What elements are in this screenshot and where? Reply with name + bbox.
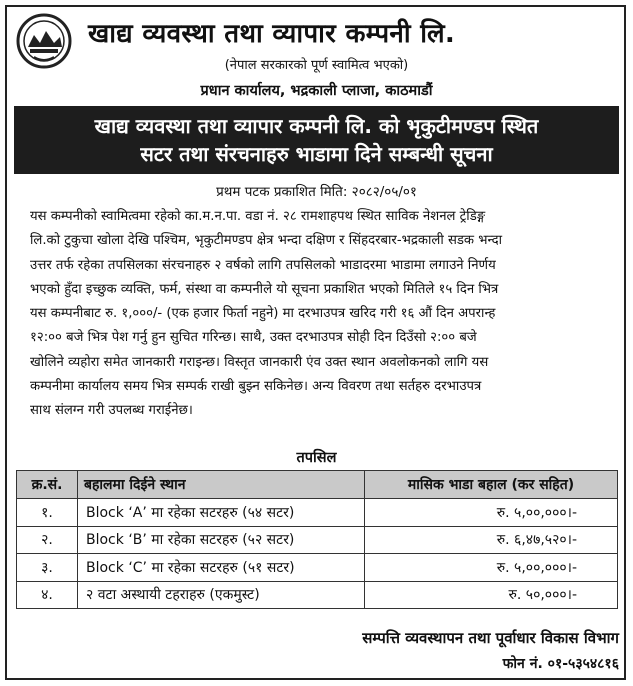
banner-line-1: खाद्य व्यवस्था तथा व्यापार कम्पनी लि. को भृकुटीमण्डप स्थित (94, 114, 539, 138)
row-rent: रु. ५,००,०००।- (365, 499, 618, 527)
notice-title-banner (14, 106, 619, 174)
schedule-title: तपसिल (296, 450, 337, 466)
body-line: १२:०० बजे भित्र पेश गर्नु हुन सुचित गरिन्छ। साथै, उक्त दरभाउपत्र सोही दिन दिउँसो २:०० बजे (30, 330, 477, 346)
header-rent: मासिक भाडा बहाल (कर सहित) (365, 471, 618, 499)
body-line: खोलिने व्यहोरा समेत जानकारी गराइन्छ। विस्तृत जानकारी एंव उक्त स्थान अवलोकनको लागि यस (30, 354, 489, 370)
row-rent: रु. ५,००,०००।- (365, 554, 618, 582)
row-rent: रु. ५०,०००।- (365, 581, 618, 609)
org-name: खाद्य व्यवस्था तथा व्यापार कम्पनी लि. (88, 19, 456, 49)
row-serial: ३. (17, 554, 78, 582)
body-line: लि.को टुकुचा खोला देखि पश्चिम, भृकुटीमण्डप क्षेत्र भन्दा दक्षिण र सिंहदरबार-भद्रकाली सडक भन्दा (30, 233, 503, 249)
row-place: Block ‘C’ मा रहेका सटरहरु (५१ सटर) (78, 554, 365, 582)
row-rent: रु. ६,४७,५२०।- (365, 526, 618, 554)
notice-body (30, 205, 615, 424)
schedule-table (16, 470, 618, 609)
office-address: प्रधान कार्यालय, भद्रकाली प्लाजा, काठमाडौं (200, 83, 433, 99)
header-place: बहालमा दिईने स्थान (78, 471, 365, 499)
table-row (17, 499, 618, 527)
row-serial: १. (17, 499, 78, 527)
row-place: Block ‘A’ मा रहेका सटरहरु (५४ सटर) (78, 499, 365, 527)
table-header-row (17, 471, 618, 499)
banner-line-2: सटर तथा संरचनाहरु भाडामा दिने सम्बन्धी सूचना (140, 142, 493, 166)
header-serial: क्र.सं. (17, 471, 78, 499)
row-serial: २. (17, 526, 78, 554)
body-line: उत्तर तर्फ रहेका तपसिलका संरचनाहरु २ वर्षको लागि तपसिलको भाडादरमा भाडामा लगाउने निर्णय (30, 257, 496, 273)
department-name: सम्पत्ति व्यवस्थापन तथा पूर्वाधार विकास विभाग (362, 629, 619, 647)
phone-number: फोन नं. ०१-५३५४८१६ (502, 656, 619, 672)
body-line: कम्पनीमा कार्यालय समय भित्र सम्पर्क राखी बुझ्न सकिनेछ। अन्य विवरण तथा सर्तहरु दरभाउपत्र (30, 379, 482, 395)
table-row (17, 554, 618, 582)
table-row (17, 581, 618, 609)
org-subtitle: (नेपाल सरकारको पूर्ण स्वामित्व भएको) (224, 58, 409, 73)
body-line: साथ संलग्न गरी उपलब्ध गराईनेछ। (30, 403, 193, 419)
row-serial: ४. (17, 581, 78, 609)
table-row (17, 526, 618, 554)
row-place: Block ‘B’ मा रहेका सटरहरु (५२ सटर) (78, 526, 365, 554)
body-line: भएको हुँदा इच्छुक व्यक्ति, फर्म, संस्था वा कम्पनीले यो सूचना प्रकाशित भएको मितिले १५ दिन भित्र (30, 281, 499, 297)
body-line: यस कम्पनीबाट रु. १,०००/- (एक हजार फिर्ता नहुने) मा दरभाउपत्र खरिद गरी १६ औं दिन अपरान्ह (30, 306, 496, 322)
body-line: यस कम्पनीको स्वामित्वमा रहेको का.म.न.पा. वडा नं. २८ रामशाहपथ स्थित साविक नेशनल ट्रेडिङ्ग (30, 209, 486, 224)
row-place: २ वटा अस्थायी टहराहरु (एकमुस्ट) (78, 581, 365, 609)
publication-date: प्रथम पटक प्रकाशित मिति: २०८२/०५/०१ (216, 184, 417, 200)
